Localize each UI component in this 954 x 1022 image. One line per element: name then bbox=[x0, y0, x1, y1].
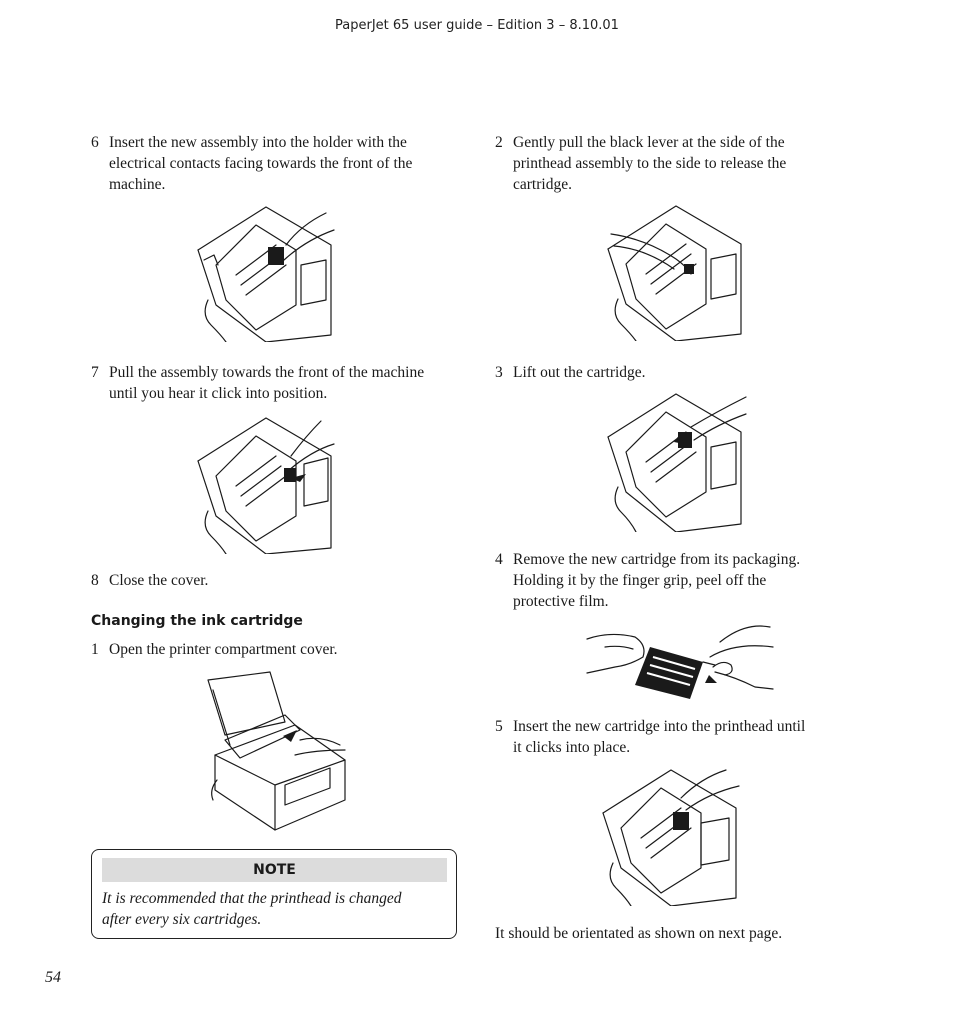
step-number: 8 bbox=[91, 572, 99, 589]
fax-assembly-click-illustration bbox=[196, 416, 336, 554]
note-box bbox=[91, 849, 457, 939]
step-number: 5 bbox=[495, 718, 503, 735]
step-number: 7 bbox=[91, 364, 99, 381]
step-line: Remove the new cartridge from its packaging. bbox=[513, 551, 801, 568]
page-number: 54 bbox=[45, 969, 61, 986]
step-line: Holding it by the finger grip, peel off the bbox=[513, 572, 767, 589]
fax-open-cover-illustration bbox=[205, 670, 350, 832]
step-line: machine. bbox=[109, 176, 166, 193]
step-line: Close the cover. bbox=[109, 572, 209, 589]
section-heading: Changing the ink cartridge bbox=[91, 613, 303, 629]
note-text bbox=[102, 888, 447, 930]
step-line: Pull the assembly towards the front of the machine bbox=[109, 364, 425, 381]
step-line: Lift out the cartridge. bbox=[513, 364, 646, 381]
step-number: 4 bbox=[495, 551, 503, 568]
fax-release-lever-illustration bbox=[606, 204, 746, 341]
step-line: until you hear it click into position. bbox=[109, 385, 328, 402]
step-number: 2 bbox=[495, 134, 503, 151]
note-line: It is recommended that the printhead is changed bbox=[102, 890, 402, 907]
fax-printhead-insert-illustration bbox=[196, 205, 336, 342]
running-header: PaperJet 65 user guide – Edition 3 – 8.10.01 bbox=[335, 18, 619, 33]
step-line: Open the printer compartment cover. bbox=[109, 641, 338, 658]
step-line: printhead assembly to the side to release the bbox=[513, 155, 787, 172]
step-line: it clicks into place. bbox=[513, 739, 631, 756]
step-number: 1 bbox=[91, 641, 99, 658]
step-line: electrical contacts facing towards the front of the bbox=[109, 155, 413, 172]
step-number: 3 bbox=[495, 364, 503, 381]
closing-text: It should be orientated as shown on next page. bbox=[495, 925, 783, 942]
note-line: after every six cartridges. bbox=[102, 911, 262, 928]
fax-lift-cartridge-illustration bbox=[606, 392, 748, 532]
step-number: 6 bbox=[91, 134, 99, 151]
note-title: NOTE bbox=[102, 858, 447, 882]
step-line: Insert the new assembly into the holder with the bbox=[109, 134, 407, 151]
step-line: protective film. bbox=[513, 593, 609, 610]
step-line: cartridge. bbox=[513, 176, 572, 193]
step-line: Insert the new cartridge into the printhead until bbox=[513, 718, 806, 735]
step-line: Gently pull the black lever at the side of the bbox=[513, 134, 785, 151]
cartridge-peel-film-illustration bbox=[585, 617, 775, 701]
fax-insert-cartridge-illustration bbox=[601, 768, 741, 906]
